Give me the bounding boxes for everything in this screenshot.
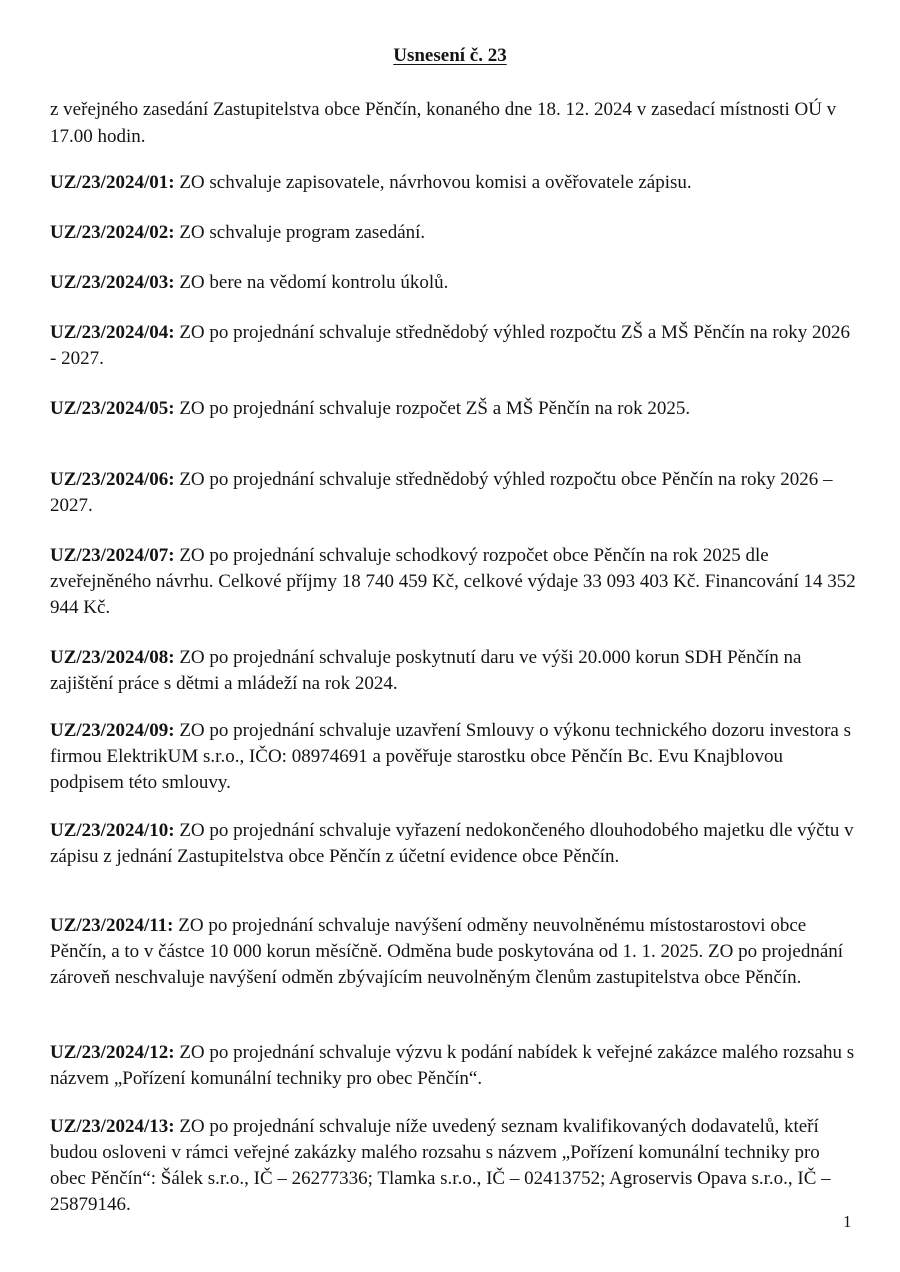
resolution-text: ZO po projednání schvaluje rozpočet ZŠ a MŠ Pěnčín na rok 2025. <box>174 398 691 419</box>
resolution-12 <box>50 1040 856 1092</box>
resolution-02 <box>50 220 856 246</box>
resolution-text: ZO schvaluje program zasedání. <box>174 222 426 243</box>
resolution-text: ZO po projednání schvaluje výzvu k podání nabídek k veřejné zakázce malého rozsahu s názvem „Pořízení komunální techniky pro obec Pěnčín“. <box>50 1042 855 1089</box>
resolution-10 <box>50 818 856 870</box>
resolution-text: ZO po projednání schvaluje schodkový rozpočet obce Pěnčín na rok 2025 dle zveřejněného návrhu. Celkové příjmy 18 740 459 Kč, celkové výdaje 33 093 403 Kč. Financování 14 352 944 Kč. <box>50 545 856 618</box>
resolution-id: UZ/23/2024/04: <box>50 322 175 343</box>
resolution-04 <box>50 320 856 372</box>
resolution-id: UZ/23/2024/10: <box>50 820 175 841</box>
resolution-id: UZ/23/2024/11: <box>50 915 174 936</box>
resolution-13 <box>50 1114 856 1218</box>
resolution-text: ZO po projednání schvaluje střednědobý výhled rozpočtu obce Pěnčín na roky 2026 – 2027. <box>50 469 833 516</box>
resolution-09 <box>50 718 856 796</box>
document-intro: z veřejného zasedání Zastupitelstva obce Pěnčín, konaného dne 18. 12. 2024 v zasedací místnosti OÚ v 17.00 hodin. <box>50 99 837 147</box>
resolution-id: UZ/23/2024/07: <box>50 545 175 566</box>
resolution-05 <box>50 396 856 422</box>
resolution-text: ZO po projednání schvaluje vyřazení nedokončeného dlouhodobého majetku dle výčtu v zápisu z jednání Zastupitelstva obce Pěnčín z účetní evidence obce Pěnčín. <box>50 820 854 867</box>
resolution-id: UZ/23/2024/02: <box>50 222 175 243</box>
resolution-id: UZ/23/2024/03: <box>50 272 175 293</box>
resolution-text: ZO po projednání schvaluje poskytnutí daru ve výši 20.000 korun SDH Pěnčín na zajištění práce s dětmi a mládeží na rok 2024. <box>50 647 802 694</box>
resolution-id: UZ/23/2024/13: <box>50 1116 175 1137</box>
resolution-11 <box>50 913 856 991</box>
resolution-07 <box>50 543 856 621</box>
resolution-id: UZ/23/2024/01: <box>50 172 175 193</box>
resolution-text: ZO po projednání schvaluje uzavření Smlouvy o výkonu technického dozoru investora s firmou ElektrikUM s.r.o., IČO: 08974691 a pověřuje starostku obce Pěnčín Bc. Evu Knajblovou podpisem této smlouvy. <box>50 720 852 793</box>
resolution-03 <box>50 270 856 296</box>
resolution-08 <box>50 645 856 697</box>
page-number: 1 <box>843 1212 852 1231</box>
resolution-id: UZ/23/2024/06: <box>50 469 175 490</box>
resolution-id: UZ/23/2024/05: <box>50 398 175 419</box>
resolution-01 <box>50 170 856 196</box>
resolution-id: UZ/23/2024/08: <box>50 647 175 668</box>
resolution-id: UZ/23/2024/12: <box>50 1042 175 1063</box>
document-title: Usnesení č. 23 <box>393 45 507 66</box>
resolution-id: UZ/23/2024/09: <box>50 720 175 741</box>
resolution-06 <box>50 467 856 519</box>
resolution-text: ZO po projednání schvaluje níže uvedený seznam kvalifikovaných dodavatelů, kteří budou osloveni v rámci veřejné zakázky malého rozsahu s názvem „Pořízení komunální techniky pro obec Pěnčín“: Šálek s.r.o., IČ – 26277336; Tlamka s.r.o., IČ – 02413752; Agroservis Opava s.r.o., IČ – 25879146. <box>50 1116 831 1215</box>
resolution-text: ZO po projednání schvaluje navýšení odměny neuvolněnému místostarostovi obce Pěnčín, a to v částce 10 000 korun měsíčně. Odměna bude poskytována od 1. 1. 2025. ZO po projednání zároveň neschvaluje navýšení odměn zbývajícím neuvolněným členům zastupitelstva obce Pěnčín. <box>50 915 844 988</box>
resolution-text: ZO schvaluje zapisovatele, návrhovou komisi a ověřovatele zápisu. <box>174 172 692 193</box>
resolution-text: ZO bere na vědomí kontrolu úkolů. <box>174 272 449 293</box>
resolution-text: ZO po projednání schvaluje střednědobý výhled rozpočtu ZŠ a MŠ Pěnčín na roky 2026 - 2027. <box>50 322 850 369</box>
